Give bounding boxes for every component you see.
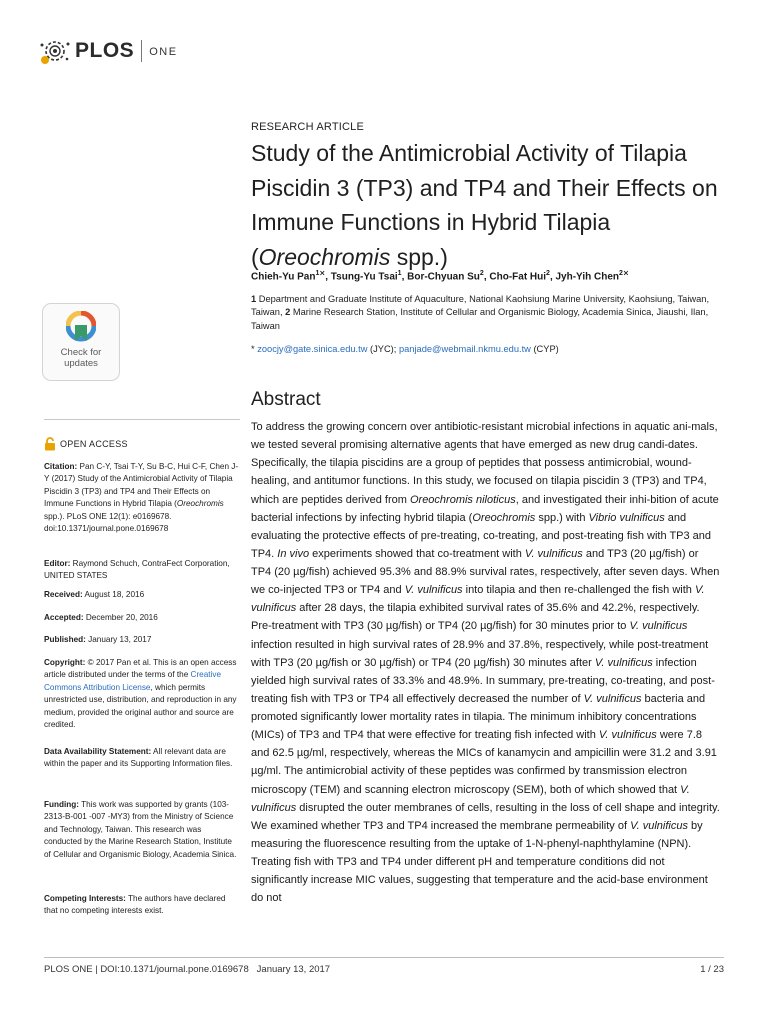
species-name: Oreochromis bbox=[472, 511, 536, 524]
competing-interests-text: The authors have declared that no competing interests exist. bbox=[44, 894, 226, 916]
abstract-text: , and investigated their inhi-bition of acute bacterial infections by infecting hybrid tilapia ( bbox=[251, 493, 719, 524]
author-affil-num: 2 bbox=[546, 270, 550, 277]
species-name: Oreochromis niloticus bbox=[409, 493, 516, 506]
abstract-text: disrupted the outer membranes of cells, resulting in the loss of cell shape and integrity. We examined whether TP3 and TP4 increased the membrane permeability of bbox=[251, 801, 720, 832]
author-name[interactable]: Bor-Chyuan Su bbox=[407, 271, 480, 283]
page-number: 1 / 23 bbox=[700, 964, 724, 975]
abstract-text: into tilapia and then re-challenged the fish with bbox=[462, 584, 695, 597]
accepted-label: Accepted: bbox=[44, 613, 84, 622]
species-name: V. vulnificus bbox=[583, 692, 642, 705]
published-label: Published: bbox=[44, 635, 86, 644]
copyright-label: Copyright: bbox=[44, 658, 86, 667]
accepted-block bbox=[44, 612, 240, 624]
affil-text: Marine Research Station, Institute of Cellular and Organismic Biology, Academia Sinica, Jiaushi, Ilan, Taiwan bbox=[251, 307, 709, 331]
citation-text: Pan C-Y, Tsai T-Y, Su B-C, Hui C-F, Chen J-Y (2017) Study of the Antimicrobial Activity of Tilapia Piscidin 3 (TP3) and TP4 and Their Effects on Immune Functions in Hybrid Tilapia ( bbox=[44, 462, 239, 509]
logo-divider bbox=[141, 40, 142, 62]
species-name: V. vulnificus bbox=[630, 819, 688, 832]
abstract-text: spp.) with bbox=[535, 511, 589, 524]
email-link[interactable]: panjade@webmail.nkmu.edu.tw bbox=[398, 344, 531, 354]
received-block bbox=[44, 589, 240, 601]
check-updates-label bbox=[43, 348, 119, 369]
abstract-text: experiments showed that co-treatment with bbox=[309, 547, 525, 560]
logo-suffix: ONE bbox=[149, 46, 178, 58]
accepted-date: December 20, 2016 bbox=[83, 613, 158, 622]
species-name: Vibrio vulnificus bbox=[588, 511, 665, 524]
author-sep: , bbox=[483, 271, 490, 283]
copyright-text: © 2017 Pan et al. This is an open access article distributed under the terms of the bbox=[44, 658, 237, 680]
abstract-heading: Abstract bbox=[251, 389, 321, 410]
competing-interests-label: Competing Interests: bbox=[44, 894, 126, 903]
title-species: Oreochromis bbox=[258, 243, 391, 270]
title-line: Study of the Antimicrobial Activity of Tilapia bbox=[251, 140, 687, 166]
corresponding-mark: ⨯ bbox=[622, 270, 629, 277]
check-updates-line: updates bbox=[64, 357, 98, 369]
citation-block bbox=[44, 461, 240, 535]
article-title bbox=[251, 136, 731, 274]
abstract-paragraph bbox=[251, 418, 721, 907]
footer-citation: PLOS ONE | DOI:10.1371/journal.pone.0169678 January 13, 2017 bbox=[44, 964, 331, 975]
email-link[interactable]: zoocjy@gate.sinica.edu.tw bbox=[257, 344, 368, 354]
abstract-body bbox=[251, 418, 721, 907]
affil-number: 2 bbox=[285, 307, 291, 318]
data-availability-block bbox=[44, 746, 240, 771]
article-type: RESEARCH ARTICLE bbox=[251, 121, 365, 133]
abstract-text: and evaluating the protective effects of pre-treating, co-treating, and post-treating fish with TP3 and TP4. bbox=[251, 511, 712, 560]
author-sep: , bbox=[549, 271, 556, 283]
affil-text: Department and Graduate Institute of Aquaculture, National Kaohsiung Marine University, Kaohsiung, Taiwan, Taiwan, bbox=[251, 294, 710, 318]
affiliations bbox=[251, 293, 731, 333]
author-list bbox=[251, 269, 731, 282]
abstract-text: To address the growing concern over antibiotic-resistant microbial infections in aquatic ani-mals, we tested several promising alternative agents that have emerged as new drug candi-dates. Specifically, the tilapia piscidins are a group of peptides that possess antimicrobial, wound-healing, and antitumor functions. In this study, we focused on tilapia piscidin 3 (TP3) and TP4, which are peptides derived from bbox=[251, 421, 718, 506]
affil-number: 1 bbox=[251, 294, 257, 304]
editor-label: Editor: bbox=[44, 559, 71, 568]
title-paren: ( bbox=[251, 243, 259, 270]
check-updates-icon bbox=[66, 311, 96, 345]
author-name[interactable]: Cho-Fat Hui bbox=[489, 271, 547, 283]
author-sep: , bbox=[325, 271, 331, 283]
competing-interests-block bbox=[44, 893, 240, 918]
citation-text: spp.). PLoS ONE 12(1): e0169678. doi:10.1371/journal.pone.0169678 bbox=[44, 511, 172, 534]
logo-wordmark: PLOS bbox=[75, 39, 135, 62]
author-affil-num: 2 bbox=[619, 270, 623, 277]
copyright-block bbox=[44, 657, 240, 731]
received-date: August 18, 2016 bbox=[82, 590, 145, 599]
received-label: Received: bbox=[44, 590, 83, 599]
citation-label: Citation: bbox=[44, 462, 78, 471]
species-name: V. vulnificus bbox=[251, 783, 690, 814]
abstract-text: and TP3 (20 µg/fish) or TP4 (20 µg/fish) achieved 95.3% and 88.9% survival rates, respectively, after seven days. When we co-injected TP3 or TP4 and bbox=[251, 547, 720, 597]
corresponding-mark: ⨯ bbox=[319, 270, 326, 277]
species-name: V. vulnificus bbox=[404, 584, 463, 597]
editor-text: Raymond Schuch, ContraFect Corporation, UNITED STATES bbox=[44, 559, 230, 581]
abstract-text: bacteria and promoted significantly lower mortality rates in tilapia. The minimum inhibitory concentrations (MICs) of TP3 and TP4 that were effective for treating fish infected with bbox=[251, 692, 706, 742]
abstract-text: infection yielded high survival rates of 33.3% and 48.9%. In summary, pre-treating, co-treating, and post-treating fish with TP3 or TP4 all effectively decreased the number of bbox=[251, 656, 715, 705]
author-name[interactable]: Chieh-Yu Pan bbox=[251, 271, 316, 283]
correspondence bbox=[251, 344, 731, 354]
abstract-text: infection resulted in high survival rates of 28.9% and 37.8%, respectively, while post-treatment with TP3 (20 µg/fish or 30 µg/fish) or TP4 (20 µg/fish) 30 minutes after bbox=[251, 638, 709, 669]
abstract-text: were 7.8 and 62.5 µg/ml, respectively, whereas the MICs of kanamycin and ampicillin were 31.2 and 3.91 µg/ml. The antimicrobial activity of these peptides was confirmed by transmission electron microscopy (TEM) and scanning electron microscopy (SEM), both of which showed that bbox=[251, 729, 717, 796]
abstract-text: by measuring the fluorescence resulting from the uptake of 1-N-phenyl-naphthylamine (NPN). Treating fish with TP3 and TP4 under different pH and temperature conditions did not significantly increase MIC values, suggesting that temperature and the acid-base environment do not bbox=[251, 819, 708, 905]
author-affil-num: 2 bbox=[479, 270, 484, 277]
title-line: Immune Functions in Hybrid Tilapia bbox=[251, 209, 611, 235]
open-lock-icon bbox=[44, 437, 56, 451]
author-affil-num: 1 bbox=[315, 270, 320, 277]
funding-text: This work was supported by grants (103-2313-B-001 -007 -MY3) from the Ministry of Science and Technology, Taiwan. This research was conducted by the Marine Research Station, Institute of Cellular and Organismic Biology, Academia Sinica. bbox=[44, 800, 237, 859]
author-affil-num: 1 bbox=[397, 270, 402, 277]
funding-block bbox=[44, 799, 240, 861]
check-updates-line: Check for bbox=[60, 347, 102, 358]
open-access-label: OPEN ACCESS bbox=[60, 439, 128, 449]
italic-term: In vivo bbox=[277, 547, 310, 560]
species-name: V. vulnificus bbox=[629, 620, 688, 633]
check-for-updates-button[interactable] bbox=[42, 303, 120, 381]
plos-logo-icon bbox=[38, 36, 72, 66]
species-name: V. vulnificus bbox=[251, 584, 705, 615]
correspondence-text: (CYP) bbox=[530, 344, 559, 354]
species-name: V. vulnificus bbox=[598, 729, 657, 742]
footer-divider bbox=[44, 957, 724, 958]
data-availability-label: Data Availability Statement: bbox=[44, 747, 152, 756]
funding-label: Funding: bbox=[44, 800, 80, 809]
author-name[interactable]: Jyh-Yih Chen bbox=[555, 271, 620, 283]
open-access-badge bbox=[44, 437, 128, 451]
title-line-end: spp.) bbox=[390, 243, 448, 270]
editor-block bbox=[44, 558, 240, 583]
published-block bbox=[44, 634, 240, 646]
author-sep: , bbox=[401, 271, 408, 283]
journal-logo bbox=[38, 33, 188, 69]
citation-species: Oreochromis bbox=[176, 499, 224, 509]
author-name[interactable]: Tsung-Yu Tsai bbox=[330, 271, 398, 283]
sidebar-divider bbox=[44, 419, 240, 420]
copyright-text: , which permits unrestricted use, distribution, and reproduction in any medium, provided the original author and source are credited. bbox=[44, 682, 237, 730]
abstract-text: after 28 days, the tilapia exhibited survival rates of 35.6% and 42.2%, respectively. Pre-treatment with TP3 (30 µg/fish) or TP4 (20 µg/fish) for 30 minutes prior to bbox=[251, 602, 700, 633]
title-line: Piscidin 3 (TP3) and TP4 and Their Effects on bbox=[251, 174, 718, 201]
published-date: January 13, 2017 bbox=[85, 635, 152, 644]
data-availability-text: All relevant data are within the paper and its Supporting Information files. bbox=[44, 747, 233, 769]
license-link[interactable]: Creative Commons Attribution License bbox=[44, 670, 222, 692]
species-name: V. vulnificus bbox=[594, 656, 653, 669]
species-name: V. vulnificus bbox=[524, 547, 583, 560]
corresponding-mark: * bbox=[251, 344, 255, 354]
correspondence-text: (JYC); bbox=[367, 344, 399, 354]
